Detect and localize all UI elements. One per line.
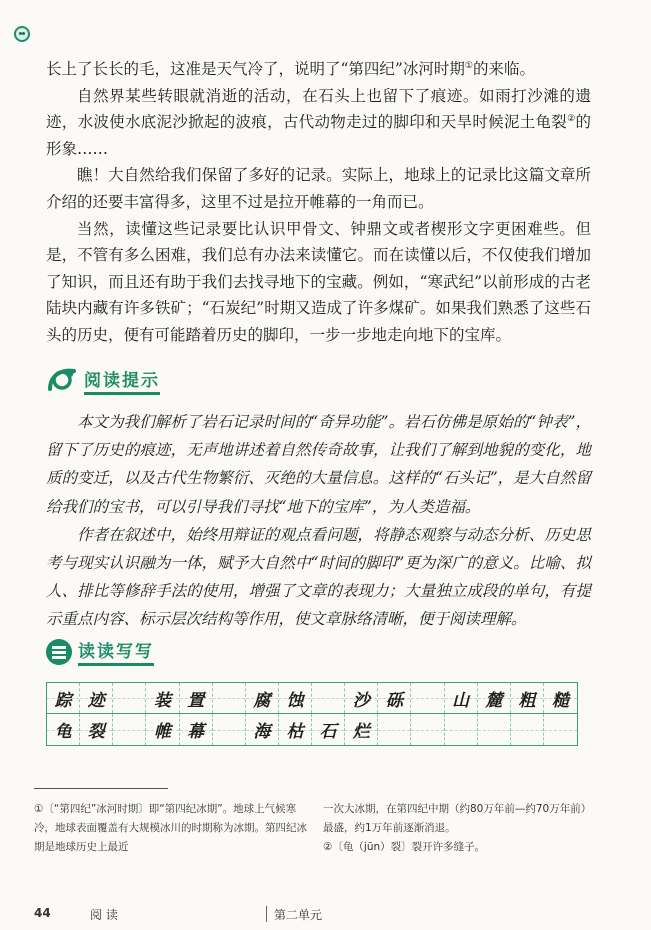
reading-tips-title: 阅读提示 (84, 366, 160, 395)
grid-cell: 迹 (80, 683, 113, 713)
grid-cell (411, 683, 444, 713)
grid-cell (378, 714, 411, 745)
footnotes-right (323, 800, 593, 857)
grid-cell (478, 714, 511, 745)
book-name: 阅 读 (90, 908, 118, 922)
grid-cell (113, 683, 146, 713)
body-paragraph: 自然界某些转眼就消逝的活动，在石头上也留下了痕迹。如雨打沙滩的遗迹，水波使水底泥沙掀起的波痕，古代动物走过的脚印和天旱时候泥土龟裂②的形象…… (46, 86, 591, 158)
grid-cell: 石 (312, 714, 345, 745)
grid-cell (213, 714, 246, 745)
grid-cell: 龟 (47, 714, 80, 745)
body-paragraph: 瞧！大自然给我们保留了多好的记录。实际上，地球上的记录比这篇文章所介绍的还要丰富得多，这里不过是拉开帷幕的一角而已。 (46, 166, 591, 211)
read-write-header (46, 637, 154, 666)
article-body (46, 56, 591, 349)
grid-cell: 踪 (47, 683, 80, 713)
grid-cell: 山 (445, 683, 478, 713)
grid-cell: 烂 (345, 714, 378, 745)
read-write-title: 读读写写 (78, 637, 154, 666)
page-number: 44 (34, 906, 51, 920)
grid-cell: 沙 (345, 683, 378, 713)
grid-cell: 枯 (279, 714, 312, 745)
vocabulary-grid (46, 682, 578, 746)
grid-cell (312, 683, 345, 713)
footnote-marker[interactable]: ② (567, 114, 576, 125)
body-paragraph: 长上了长长的毛，这准是天气冷了，说明了“第四纪”冰河时期①的来临。 (46, 60, 535, 78)
grid-cell: 裂 (80, 714, 113, 745)
grid-cell (113, 714, 146, 745)
grid-cell: 海 (246, 714, 279, 745)
grid-cell: 帷 (146, 714, 179, 745)
footnote: ①〔“第四纪”冰河时期〕即“第四纪冰期”。地球上气候寒冷，地球表面覆盖有大规模冰川的时期称为冰期。第四纪冰期是地球历史上最近 (34, 803, 307, 853)
grid-cell: 幕 (180, 714, 213, 745)
grid-cell: 腐 (246, 683, 279, 713)
tips-paragraph: 本文为我们解析了岩石记录时间的“奇异功能”。岩石仿佛是原始的“钟表”，留下了历史的痕迹，无声地讲述着自然传奇故事，让我们了解到地貌的变化，地质的变迁，以及古代生物繁衍、灭绝的大量信息。这样的“石头记”，是大自然留给我们的宝书，可以引导我们寻找“地下的宝库”，为人类造福。 (46, 413, 591, 516)
grid-cell (411, 714, 444, 745)
grid-cell: 装 (146, 683, 179, 713)
body-paragraph: 当然，读懂这些记录要比认识甲骨文、钟鼎文或者楔形文字更困难些。但是，不管有多么困难，我们总有办法来读懂它。而在读懂以后，不仅使我们增加了知识，而且还有助于我们去找寻地下的宝藏。例如，“寒武纪”以前形成的古老陆块内藏有许多铁矿；“石炭纪”时期又造成了许多煤矿。如果我们熟悉了这些石头的历史，便有可能踏着历史的脚印，一步一步地走向地下的宝库。 (46, 219, 591, 344)
footnote-divider (34, 788, 168, 789)
vocabulary-row-2 (47, 714, 577, 745)
grid-cell (544, 714, 577, 745)
reading-tips-body (46, 408, 591, 634)
footnotes-left (34, 800, 310, 857)
grid-cell (445, 714, 478, 745)
vocabulary-row-1 (47, 683, 577, 714)
grid-cell: 麓 (478, 683, 511, 713)
footer-divider (266, 906, 267, 922)
unit-name: 第二单元 (274, 908, 323, 922)
grid-cell: 蚀 (279, 683, 312, 713)
grid-cell (511, 714, 544, 745)
tips-paragraph: 作者在叙述中，始终用辩证的观点看问题，将静态观察与动态分析、历史思考与现实认识融为一体，赋予大自然中“时间的脚印”更为深广的意义。比喻、拟人、排比等修辞手法的使用，增强了文章的表现力；大量独立成段的单句，有提示重点内容、标示层次结构等作用，使文章脉络清晰，便于阅读理解。 (46, 525, 591, 629)
reading-tips-icon (46, 365, 78, 395)
page-footer (34, 906, 621, 926)
reading-tips-header (46, 365, 160, 395)
grid-cell (213, 683, 246, 713)
grid-cell: 砾 (378, 683, 411, 713)
grid-cell: 置 (180, 683, 213, 713)
smiley-icon (14, 26, 30, 42)
grid-cell: 粗 (511, 683, 544, 713)
footnote: ②〔龟（jūn）裂〕裂开许多缝子。 (323, 841, 486, 853)
list-icon (46, 639, 72, 665)
grid-cell: 糙 (544, 683, 577, 713)
footnote: 一次大冰期，在第四纪中期（约80万年前—约70万年前）最盛，约1万年前逐渐消退。 (323, 803, 592, 834)
footnote-marker[interactable]: ① (464, 60, 473, 71)
